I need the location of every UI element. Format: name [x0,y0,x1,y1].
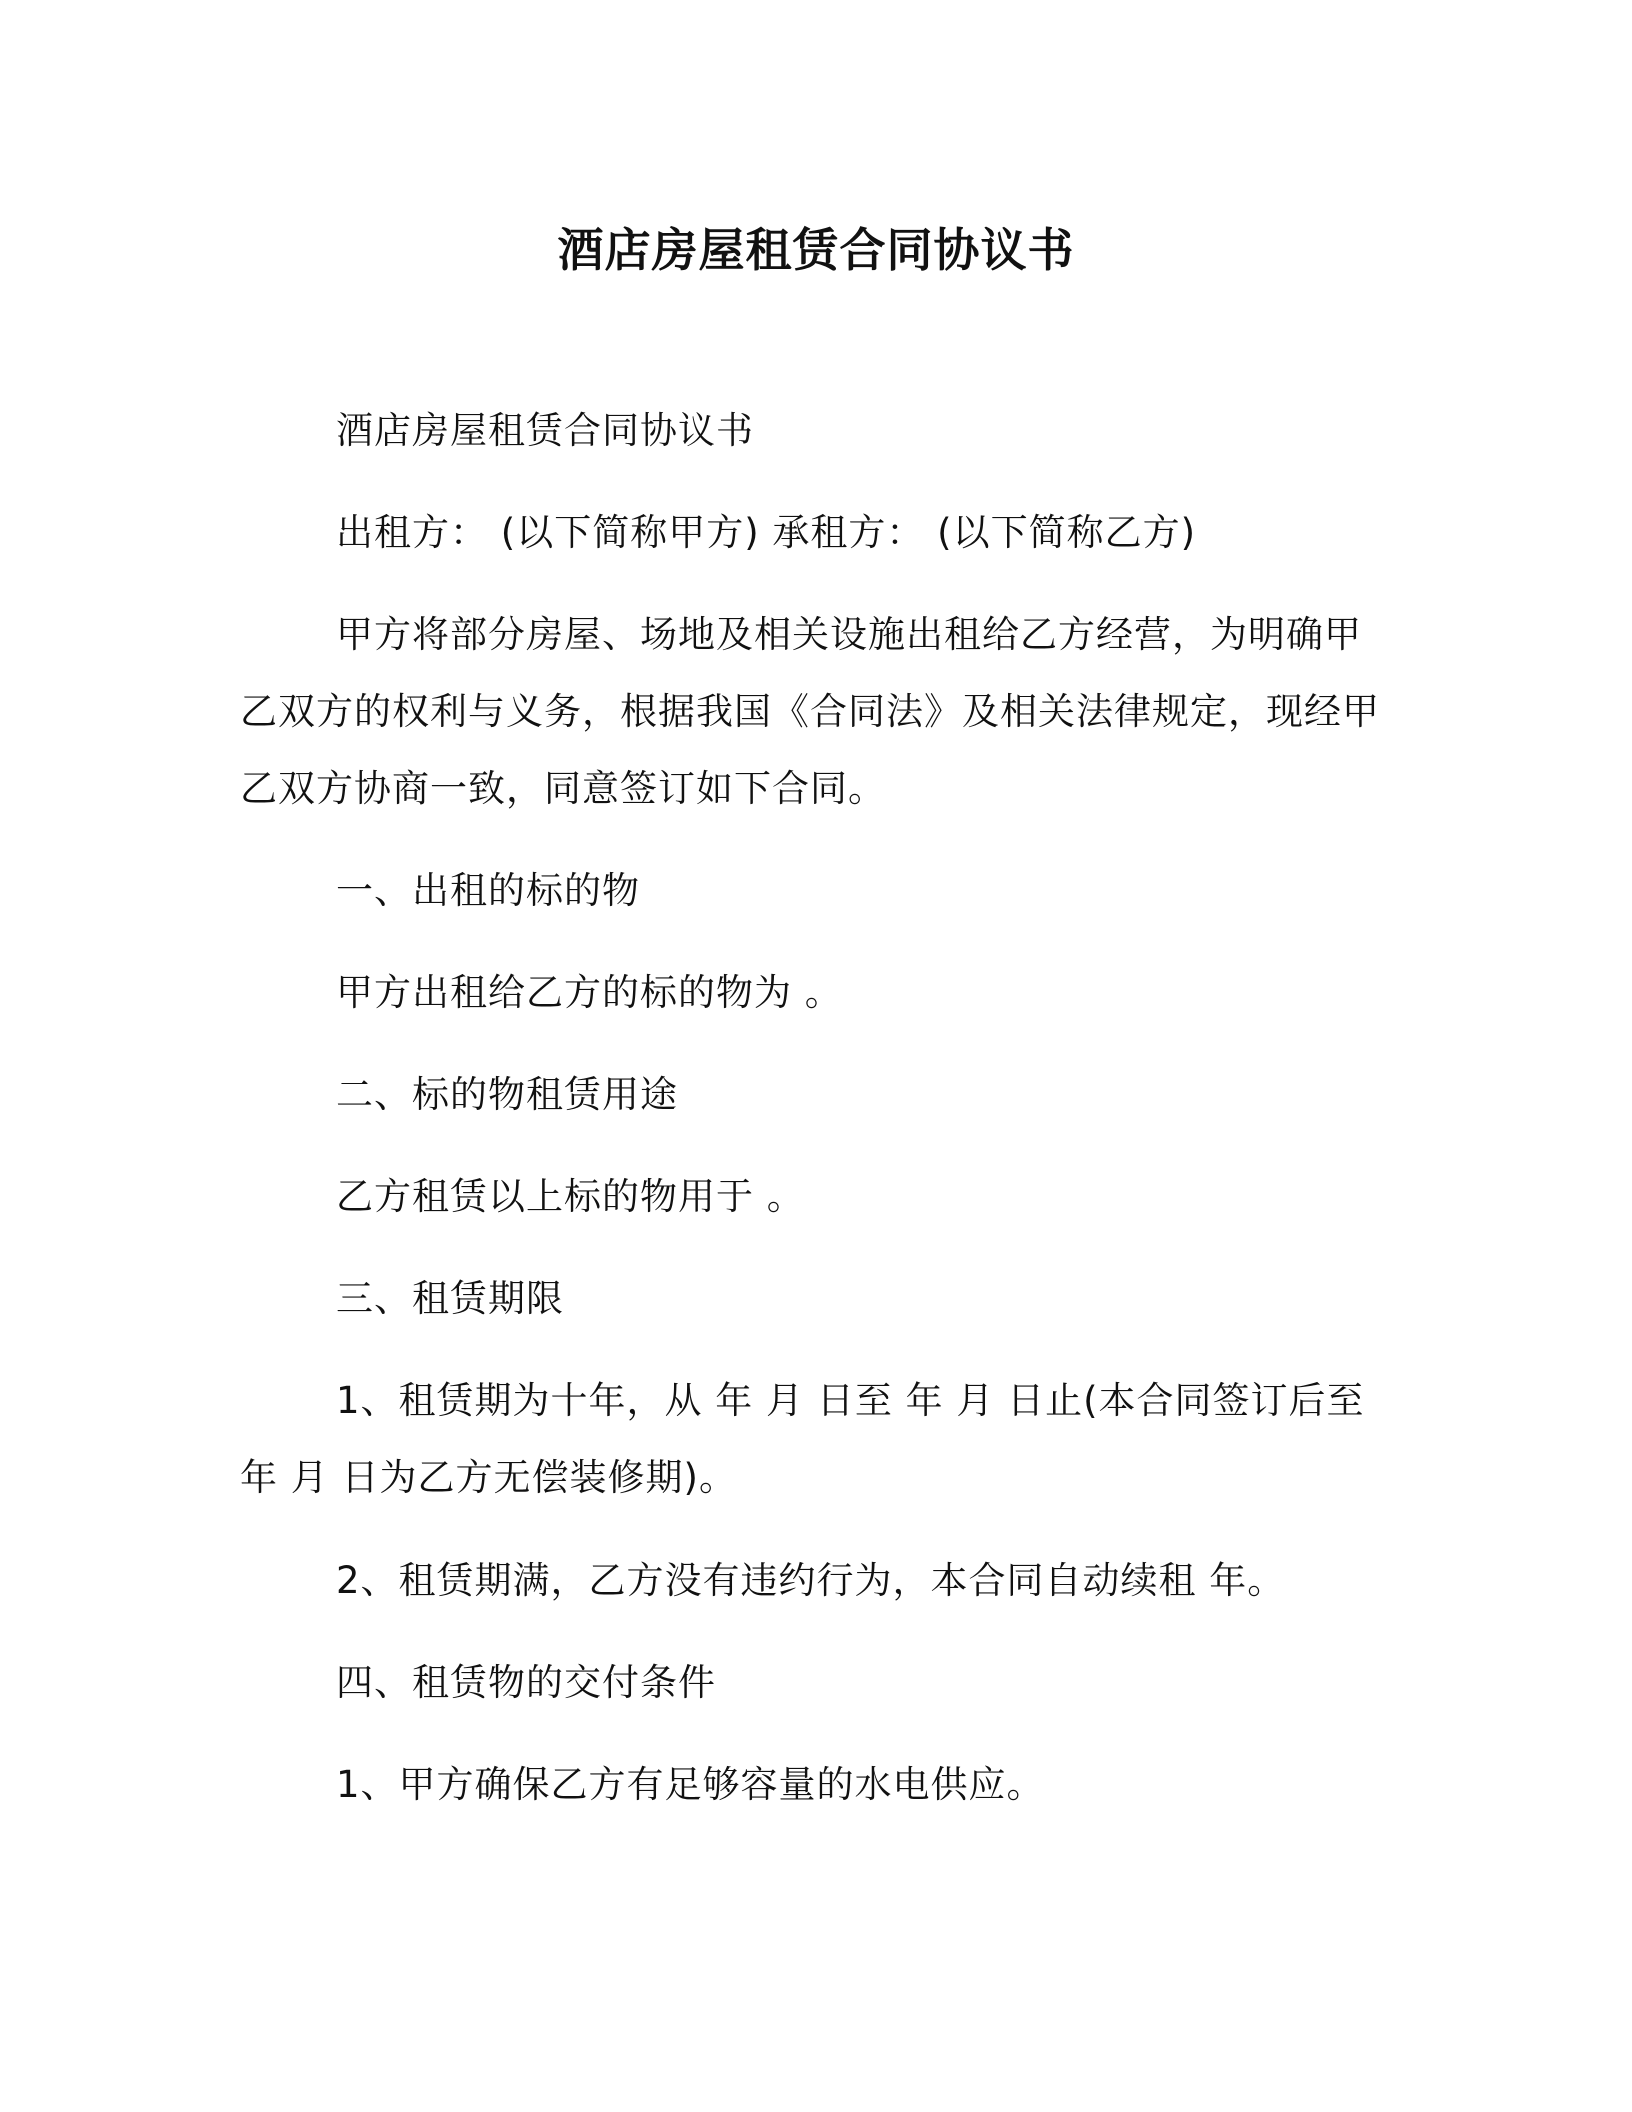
subtitle-line: 酒店房屋租赁合同协议书 [336,409,754,452]
section-2-body: 乙方租赁以上标的物用于 。 [336,1175,805,1218]
document-title: 酒店房屋租赁合同协议书 [557,223,1075,277]
section-heading-4: 四、租赁物的交付条件 [336,1661,716,1704]
section-heading-3: 三、租赁期限 [336,1277,564,1320]
section-heading-1: 一、出租的标的物 [336,869,640,912]
parties-line: 出租方： (以下简称甲方) 承租方： (以下简称乙方) [336,511,1197,554]
intro-paragraph: 甲方将部分房屋、场地及相关设施出租给乙方经营，为明确甲乙双方的权利与义务，根据我国《合同法》及相关法律规定，现经甲乙双方协商一致，同意签订如下合同。 [240,613,1380,810]
section-1-body: 甲方出租给乙方的标的物为 。 [336,971,843,1014]
section-4-item-1: 1、甲方确保乙方有足够容量的水电供应。 [336,1763,1045,1806]
section-3-item-1: 1、租赁期为十年，从 年 月 日至 年 月 日止(本合同签订后至 年 月 日为乙方无偿装修期)。 [240,1379,1365,1499]
section-3-item-2: 2、租赁期满，乙方没有违约行为，本合同自动续租 年。 [336,1559,1286,1602]
section-heading-2: 二、标的物租赁用途 [336,1073,678,1116]
